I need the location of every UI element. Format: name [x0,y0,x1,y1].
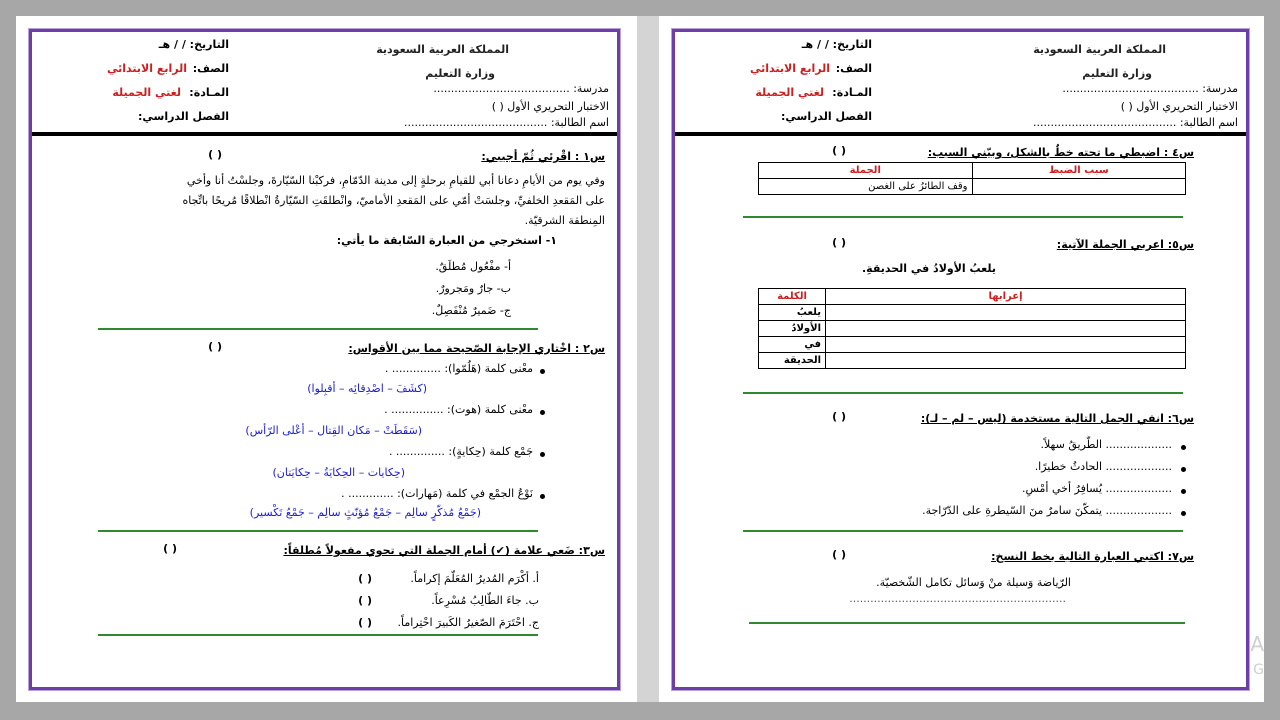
q2-item2: معْنى كلمة (هوت): ............... . [384,403,533,416]
q3-item-c: ج. احْتَرَمَ الصّغيرُ الكَبيرَ احْتِراماً. [397,616,539,629]
q6-score: ( ) [832,410,846,423]
header-divider [675,132,1246,136]
q2-item3: جَمْع كلمة (حِكايةٍ): .............. . [388,445,533,458]
q1-item-a: أ- مفْعُول مُطلَقٌ. [435,260,511,273]
q5-answer-cell[interactable] [826,337,1186,353]
bullet [1181,445,1186,450]
q7-title: س٧: اكتبي العبارة التالية بخط النسخ: [991,550,1194,563]
page-border [29,29,620,690]
q3-item-a: أ. أكْرَم المُديرُ المُعَلّمَ إكراماً. [410,572,539,585]
q5-score: ( ) [832,236,846,249]
q5-answer-cell[interactable] [826,321,1186,337]
q5-answer-cell[interactable] [826,305,1186,321]
grade-value: الرابع الابتدائي [107,62,187,75]
q7-score: ( ) [832,548,846,561]
subject-label: المـادة: [189,86,229,99]
bullet [1181,511,1186,516]
q5-word: الحديقة [759,353,826,369]
q3-checkbox-b[interactable]: ( ) [358,594,372,607]
school-label: مدرسة: ....................................... [433,82,609,95]
grade-value: الرابع الابتدائي [750,62,830,75]
student-label: اسم الطالبة: ......................................... [403,116,609,129]
q2-item1: معْنى كلمة (هَلُمّوا): .............. . [384,362,533,375]
q5-word: يلعبُ [759,305,826,321]
ministry-logo: المملكة العربية السعودية [1033,43,1166,56]
divider [743,392,1183,394]
bullet [1181,467,1186,472]
exam-label: الاختبار التحريري الأول ( ) [491,100,609,113]
q1-subquestion: ١- استخرجي من العبارة السّابقة ما يأتي: [336,234,557,247]
exam-label: الاختبار التحريري الأول ( ) [1120,100,1238,113]
q1-passage-line1: وفي يوم من الأيامِ دعانا أبي للقيامِ برحلةٍ إلى مدينة الدّمّامِ، فركبْنا السّيّارةَ، وجلسْتُ أنا وأخي [186,174,605,187]
ministry-logo: المملكة العربية السعودية [376,43,509,56]
q3-item-b: ب. جاءَ الطّالِبُ مُسْرِعاً. [431,594,539,607]
divider [98,328,538,330]
q7-text: الرّياضة وَسيلة منْ وَسائل تكامل الشّخصيّة. [876,576,1071,589]
header-divider [32,132,617,136]
q4-col-sentence: الجملة [759,163,973,179]
q1-item-c: ج- ضَميرٌ مُنْفَصِلٌ. [431,304,511,317]
q4-answer-cell[interactable] [972,179,1186,195]
student-label: اسم الطالبة: ......................................... [1032,116,1238,129]
q5-sentence: يلعبُ الأولادُ في الحديقةِ. [861,262,996,275]
q5-col-parsing: إعرابها [826,289,1186,305]
q6-item2[interactable]: ................... الحادثُ خطيرًا. [1034,460,1172,473]
q4-table [758,162,1186,195]
bullet [540,410,545,415]
q1-passage-line2: على المَقعدِ الخلفيِّ، وجلسَتْ أمّي على المَقعدِ الأماميّ، وانْطلقَتِ السّيّارةُ انْطلاقًا مُريحًا باتِّجاه [182,194,605,207]
ministry-logo-line2: وزارة التعليم [425,67,495,80]
exam-page-left [16,16,637,702]
bullet [1181,489,1186,494]
q3-checkbox-a[interactable]: ( ) [358,572,372,585]
q6-title: س٦: انفي الجمل التالية مستخدمة (ليس – لم – لـ): [920,412,1194,425]
q1-score: ( ) [208,148,222,161]
edge-watermark-g: G [1253,662,1264,678]
q6-item4[interactable]: ................... يتمكّنَ سامرٌ منَ السّيطرةِ على الدّرّاجة. [922,504,1172,517]
date-label: التاريخ: / / هـ [158,38,229,51]
page-gutter [637,16,659,702]
q2-options1: (كشَفَ – اصْدِقائِه – أقبِلوا) [307,382,427,395]
q4-col-reason: سبب الضبط [972,163,1186,179]
q3-checkbox-c[interactable]: ( ) [358,616,372,629]
q5-table [758,288,1186,369]
ministry-logo-line2: وزارة التعليم [1082,67,1152,80]
q2-options4: (جَمْعُ مُذكّرٍ سالِم – جَمْعُ مُؤنّثٍ سالِم – جَمْعُ تَكْسير) [249,506,481,519]
divider [743,530,1183,532]
q5-word: الأولادُ [759,321,826,337]
q5-answer-cell[interactable] [826,353,1186,369]
q5-col-word: الكلمة [759,289,826,305]
q2-title: س٢ : اخْتاري الإجابة الصّحيحة مما بين الأقواس: [348,342,605,355]
q1-item-b: ب- جارٌ ومَجرورٌ. [435,282,511,295]
exam-page-right [659,16,1264,702]
term-label: الفصل الدراسي: [137,110,229,123]
q4-title: س٤ : اضبطي ما تحته خطٌ بالشكل، وبيّني السبب: [927,146,1194,159]
divider [749,622,1185,624]
bullet [540,494,545,499]
q5-title: س٥: اعربي الجملة الآتية: [1056,238,1194,251]
subject-label: المـادة: [832,86,872,99]
q6-item3[interactable]: ................... يُسافِرُ أخي أمْسِ. [1022,482,1172,495]
q1-title: س١ : اقْرئي ثُمّ أجيبي: [481,150,605,163]
q4-score: ( ) [832,144,846,157]
q2-options2: (سَقَطَتْ – مَكان القِتال – أعْلى الرّأس) [245,424,422,437]
q2-score: ( ) [208,340,222,353]
q3-score: ( ) [163,542,177,555]
page-border [672,29,1249,690]
q3-title: س٣: ضَعي علامة (✔) أمام الجملة التي تحوي مفعولاً مُطلقاً: [283,544,605,557]
subject-value: لغتي الجميلة [112,86,181,99]
edge-watermark-a: A [1250,632,1264,656]
date-label: التاريخ: / / هـ [801,38,872,51]
q4-sentence: وقف الطائرُ على الغصن [759,179,973,195]
term-label: الفصل الدراسي: [780,110,872,123]
q5-word: في [759,337,826,353]
bullet [540,369,545,374]
divider [98,634,538,636]
q6-item1[interactable]: ................... الطّريقُ سهلاً. [1040,438,1172,451]
grade-label: الصف: [835,62,872,75]
divider [98,530,538,532]
q2-item4: نَوْعُ الجمْع في كلمة (مَهارات): ............. . [341,487,533,500]
divider [743,216,1183,218]
grade-label: الصف: [192,62,229,75]
q1-passage-line3: المِنطقة الشرقيّة. [524,214,605,227]
subject-value: لغتي الجميلة [755,86,824,99]
bullet [540,452,545,457]
q2-options3: (حِكايات – الحِكايَةُ – حِكايَتان) [272,466,405,479]
school-label: مدرسة: ....................................... [1062,82,1238,95]
q7-writing-line[interactable]: .............................................................. [849,592,1066,605]
